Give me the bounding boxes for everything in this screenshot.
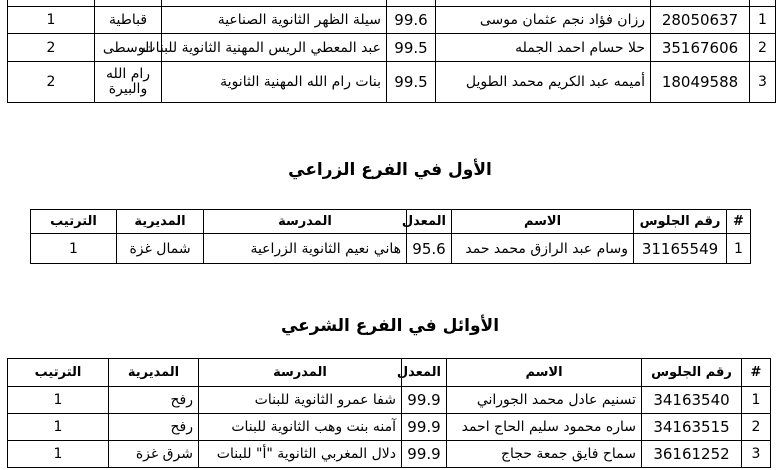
directorate: رفح — [109, 414, 199, 441]
table-header-row — [8, 359, 771, 387]
seat-number: 34163540 — [642, 387, 742, 414]
student-name: أميمه عبد الكريم محمد الطويل — [436, 62, 651, 103]
school-name: هاني نعيم الثانوية الزراعية — [204, 234, 407, 264]
student-name: تسنيم عادل محمد الجوراني — [447, 387, 642, 414]
seat-number: 28050637 — [651, 7, 750, 34]
average: 99.9 — [402, 441, 447, 468]
header-rank: الترتيب — [31, 210, 117, 234]
student-name: حلا حسام احمد الجمله — [436, 34, 651, 62]
header-rank: الترتيب — [8, 359, 109, 387]
student-name: سماح فايق جمعة حجاج — [447, 441, 642, 468]
school-name: آمنه بنت وهب الثانوية للبنات — [199, 414, 402, 441]
row-number: 3 — [742, 441, 771, 468]
row-number: 1 — [742, 387, 771, 414]
student-name: رزان فؤاد نجم عثمان موسى — [436, 7, 651, 34]
rank: 2 — [8, 62, 95, 103]
header-seat: رقم الجلوس — [634, 210, 727, 234]
section-heading-sharia: الأوائل في الفرع الشرعي — [280, 316, 500, 336]
row-number: 1 — [727, 234, 751, 264]
seat-number: 31165549 — [634, 234, 727, 264]
table-row — [31, 234, 751, 264]
row-number: 1 — [750, 7, 776, 34]
directorate: رفح — [109, 387, 199, 414]
directorate: شمال غزة — [117, 234, 204, 264]
student-name: ساره محمود سليم الحاج احمد — [447, 414, 642, 441]
rank: 1 — [8, 414, 109, 441]
header-num: # — [727, 210, 751, 234]
table-row — [8, 414, 771, 441]
rank: 1 — [8, 387, 109, 414]
header-school: المدرسة — [204, 210, 407, 234]
student-name: وسام عبد الرازق محمد حمد — [452, 234, 634, 264]
section-heading-agricultural: الأول في الفرع الزراعي — [288, 160, 492, 180]
agricultural-table — [30, 209, 751, 264]
header-num: # — [742, 359, 771, 387]
row-number: 2 — [742, 414, 771, 441]
header-average: المعدل — [402, 359, 447, 387]
table-row — [8, 34, 776, 62]
seat-number: 35167606 — [651, 34, 750, 62]
school-name: دلال المغربي الثانوية "أ" للبنات — [199, 441, 402, 468]
average: 99.9 — [402, 414, 447, 441]
directorate: رام الله والبيرة — [95, 62, 162, 103]
directorate: قباطية — [95, 7, 162, 34]
directorate: شرق غزة — [109, 441, 199, 468]
seat-number: 18049588 — [651, 62, 750, 103]
average: 99.6 — [387, 7, 436, 34]
table-header-row — [31, 210, 751, 234]
header-name: الاسم — [447, 359, 642, 387]
table-row — [8, 441, 771, 468]
average: 99.5 — [387, 62, 436, 103]
school-name: عبد المعطي الريس المهنية الثانوية للبنات — [162, 34, 387, 62]
average: 99.5 — [387, 34, 436, 62]
table-row — [8, 62, 776, 103]
seat-number: 34163515 — [642, 414, 742, 441]
header-name: الاسم — [452, 210, 634, 234]
directorate: الوسطى — [95, 34, 162, 62]
table-row — [8, 7, 776, 34]
top-results-table — [7, 0, 776, 103]
header-seat: رقم الجلوس — [642, 359, 742, 387]
rank: 1 — [8, 441, 109, 468]
average: 95.6 — [407, 234, 452, 264]
header-average: المعدل — [407, 210, 452, 234]
row-number: 2 — [750, 34, 776, 62]
header-school: المدرسة — [199, 359, 402, 387]
school-name: بنات رام الله المهنية الثانوية — [162, 62, 387, 103]
school-name: سيلة الظهر الثانوية الصناعية — [162, 7, 387, 34]
row-number: 3 — [750, 62, 776, 103]
seat-number: 36161252 — [642, 441, 742, 468]
school-name: شفا عمرو الثانوية للبنات — [199, 387, 402, 414]
header-directorate: المديرية — [109, 359, 199, 387]
rank: 2 — [8, 34, 95, 62]
sharia-table — [7, 358, 771, 468]
header-directorate: المديرية — [117, 210, 204, 234]
average: 99.9 — [402, 387, 447, 414]
table-row — [8, 387, 771, 414]
rank: 1 — [31, 234, 117, 264]
rank: 1 — [8, 7, 95, 34]
